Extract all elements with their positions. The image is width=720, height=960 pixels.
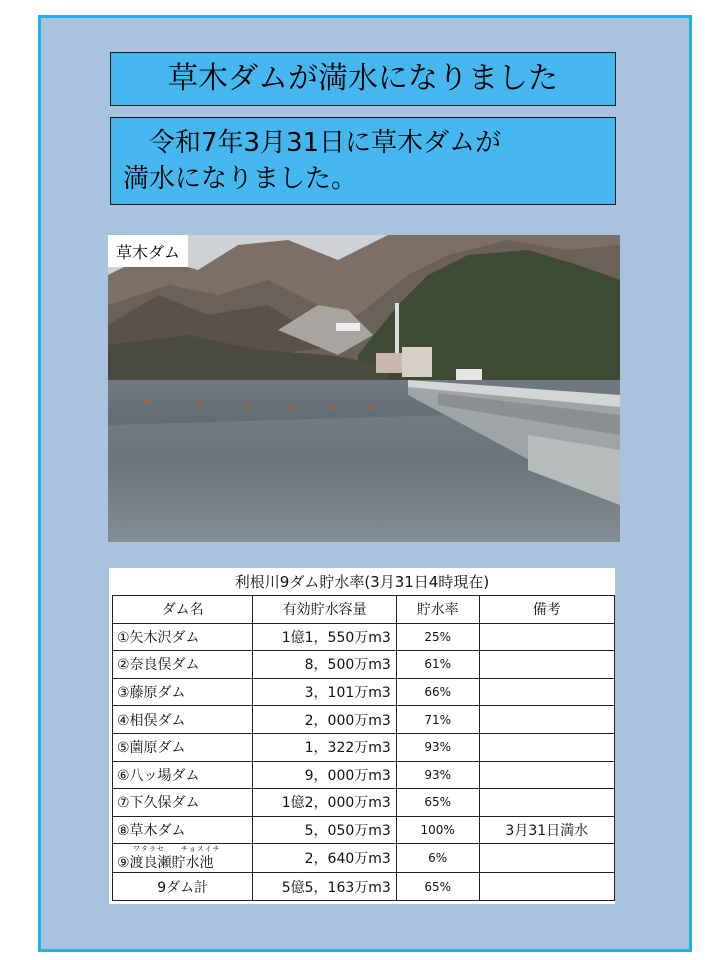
dam-name: ⑦下久保ダム — [113, 789, 253, 817]
table-row — [113, 678, 615, 706]
capacity: 1億1，550万m3 — [253, 623, 396, 651]
storage-rate: 61% — [396, 651, 479, 679]
header-capacity: 有効貯水容量 — [253, 596, 396, 624]
table-row — [113, 651, 615, 679]
dam-name: ⑥八ッ場ダム — [113, 761, 253, 789]
storage-rate: 71% — [396, 706, 479, 734]
dam-name — [113, 844, 253, 873]
ruby-reading: ワタラセ チョスイチ — [133, 845, 221, 854]
photo-caption: 草木ダム — [108, 235, 188, 267]
note — [479, 706, 614, 734]
table-row — [113, 706, 615, 734]
table-header-row — [113, 596, 615, 624]
capacity: 3，101万m3 — [253, 678, 396, 706]
storage-rate: 93% — [396, 761, 479, 789]
note: 3月31日満水 — [479, 816, 614, 844]
dam-name-text: ⑨渡良瀬貯水池 — [117, 855, 214, 872]
reservoir-table-panel — [109, 568, 615, 904]
dam-name: ⑧草木ダム — [113, 816, 253, 844]
storage-rate: 65% — [396, 789, 479, 817]
dam-name: ④相俣ダム — [113, 706, 253, 734]
dam-photo — [108, 235, 620, 542]
table-row — [113, 844, 615, 873]
header-dam-name: ダム名 — [113, 596, 253, 624]
page-title: 草木ダムが満水になりました — [110, 52, 616, 106]
note — [479, 623, 614, 651]
table-title: 利根川9ダム貯水率(3月31日4時現在) — [234, 573, 490, 591]
capacity: 2，640万m3 — [253, 844, 396, 873]
announcement-line-2: 満水になりました。 — [123, 164, 358, 194]
note — [479, 873, 614, 901]
capacity: 8，500万m3 — [253, 651, 396, 679]
dam-name: ②奈良俣ダム — [113, 651, 253, 679]
table-row — [113, 623, 615, 651]
note — [479, 844, 614, 873]
reservoir-table — [112, 595, 615, 901]
note — [479, 761, 614, 789]
dam-name: ⑤薗原ダム — [113, 733, 253, 761]
storage-rate: 93% — [396, 733, 479, 761]
storage-rate: 65% — [396, 873, 479, 901]
announcement-box — [110, 117, 616, 205]
note — [479, 678, 614, 706]
announcement-line-1: 令和7年3月31日に草木ダムが — [149, 128, 502, 158]
note — [479, 651, 614, 679]
dam-name: ③藤原ダム — [113, 678, 253, 706]
storage-rate: 6% — [396, 844, 479, 873]
capacity: 1，322万m3 — [253, 733, 396, 761]
storage-rate: 25% — [396, 623, 479, 651]
note — [479, 733, 614, 761]
table-row — [113, 761, 615, 789]
capacity: 1億2，000万m3 — [253, 789, 396, 817]
table-row — [113, 789, 615, 817]
capacity: 9，000万m3 — [253, 761, 396, 789]
storage-rate: 66% — [396, 678, 479, 706]
header-note: 備考 — [479, 596, 614, 624]
capacity: 5億5，163万m3 — [253, 873, 396, 901]
capacity: 2，000万m3 — [253, 706, 396, 734]
header-rate: 貯水率 — [396, 596, 479, 624]
table-row-total — [113, 873, 615, 901]
storage-rate: 100% — [396, 816, 479, 844]
note — [479, 789, 614, 817]
table-row — [113, 733, 615, 761]
capacity: 5，050万m3 — [253, 816, 396, 844]
dam-name: 9ダム計 — [113, 873, 253, 901]
table-row — [113, 816, 615, 844]
dam-photo-image — [108, 235, 620, 542]
dam-name: ①矢木沢ダム — [113, 623, 253, 651]
